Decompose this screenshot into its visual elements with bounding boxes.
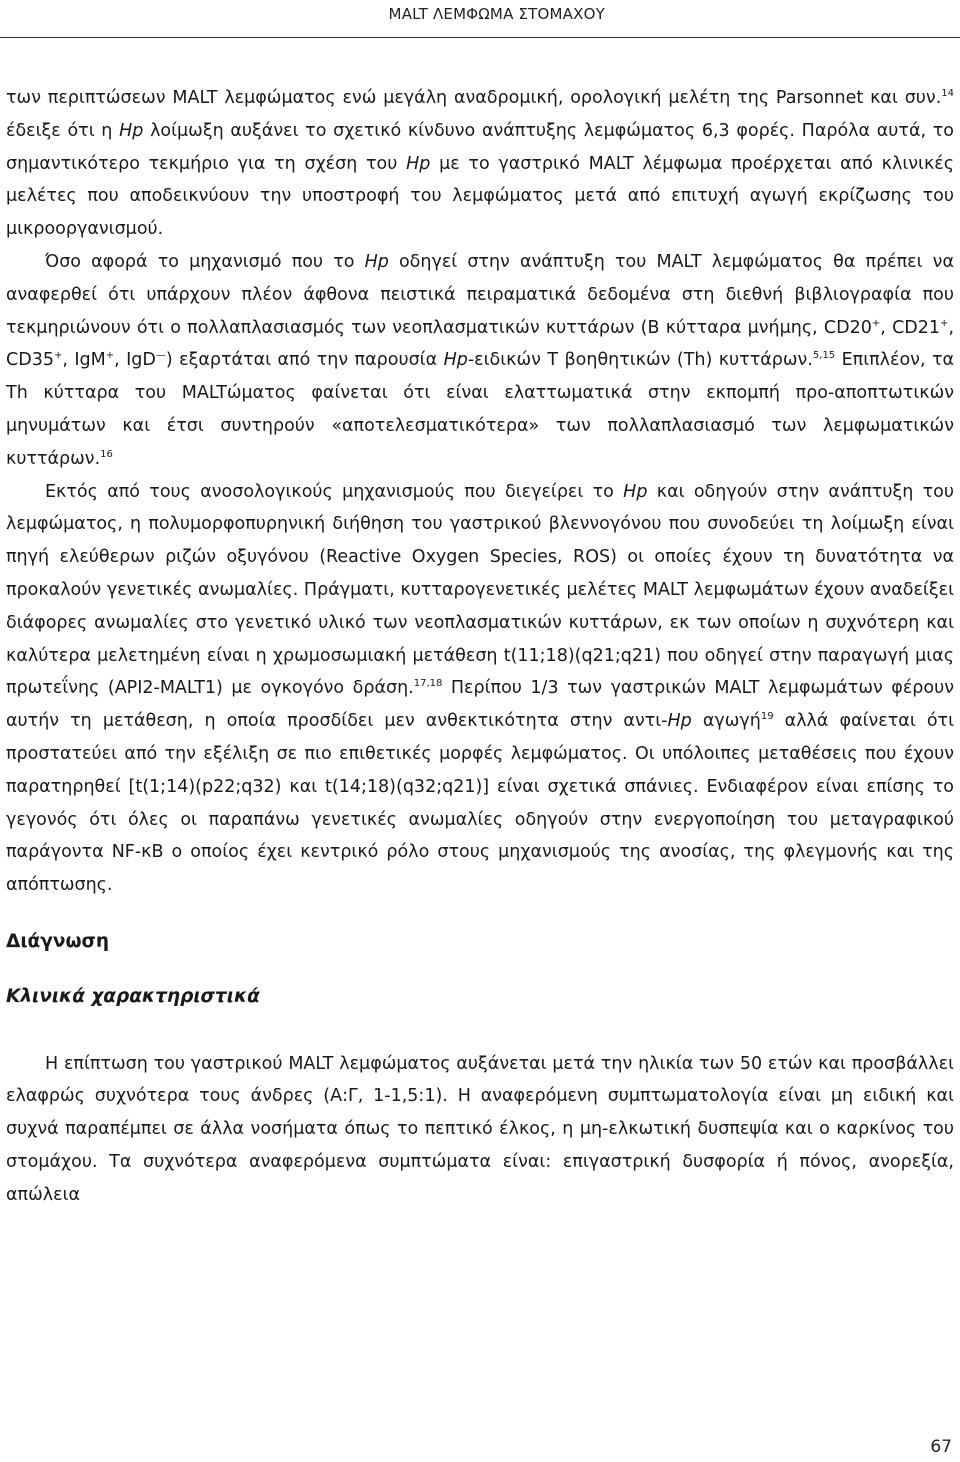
hp-term: Hp: [667, 711, 692, 732]
text-run: αλλά φαίνεται ότι προστατεύει από την εξέλιξη σε πιο επιθετικές μορφές λεμφώματος. Οι υπόλοιπες μεταθέσεις που έχουν παρατηρηθεί [t(1;14)(p22;q32) και t(14;18)(q32;q21)] είναι σχετικά σπάνιες. Ενδιαφέρον είναι επίσης το γεγονός ότι όλες οι παραπάνω γενετικές ανωμαλίες οδηγούν στην ενεργοποίηση του μεταγραφικού παράγοντα NF-κB ο οποίος έχει κεντρικό ρόλο στους μηχανισμούς της ανοσίας, της φλεγμονής και της απόπτωσης.: [6, 711, 954, 896]
superscript: +: [105, 350, 115, 362]
text-run: οδηγεί στην ανάπτυξη του MALT λεμφώματος θα πρέπει να αναφερθεί ότι υπάρχουν πλέον άφθονα πειστικά πειραματικά δεδομένα στη διεθνή βιβλιογραφία που τεκμηριώνουν ότι ο πολλαπλασιασμός των νεοπλασματικών κυττάρων (B κύτταρα μνήμης, CD20: [6, 251, 954, 338]
text-run: λοίμωξη αυξάνει το σχετικό κίνδυνο ανάπτυξης λεμφώματος 6,3 φορές. Παρόλα αυτά, το σημαντικότερο τεκμήριο για τη σχέση του: [6, 120, 954, 174]
sub-heading: Κλινικά χαρακτηριστικά: [6, 985, 260, 1007]
superscript: +: [871, 317, 881, 329]
running-header: [0, 0, 960, 38]
text-run: , IgM: [62, 350, 106, 371]
paragraph-3: [6, 476, 954, 902]
text-run: ) εξαρτάται από την παρουσία: [165, 350, 444, 371]
text-run: Όσο αφορά το μηχανισμό που το: [45, 251, 365, 272]
section-heading: Διάγνωση: [6, 930, 110, 952]
text-run: έδειξε ότι η: [6, 120, 120, 141]
text-run: Εκτός από τους ανοσολογικούς μηχανισμούς που διεγείρει το: [45, 481, 624, 502]
text-run: , CD35: [6, 317, 955, 371]
superscript: +: [53, 350, 63, 362]
paragraph-2: [6, 246, 954, 476]
paragraph-4: Η επίπτωση του γαστρικού MALT λεμφώματος αυξάνεται μετά την ηλικία των 50 ετών και προσβάλλει ελαφρώς συχνότερα τους άνδρες (Α:Γ, 1-1,5:1). Η αναφερόμενη συμπτωματολογία είναι μη ειδική και συχνά παραπέμπει σε άλλα νοσήματα όπως το πεπτικό έλκος, η μη-ελκωτική δυσπεψία και ο καρκίνος του στομάχου. Τα συχνότερα αναφερόμενα συμπτώματα είναι: επιγαστρική δυσφορία ή πόνος, ανορεξία, απώλεια: [6, 1053, 954, 1205]
paragraph-1: [6, 82, 954, 246]
text-run: , IgD: [114, 350, 156, 371]
citation: 5,15: [812, 350, 836, 362]
text-run: με το γαστρικό MALT λέμφωμα προέρχεται από κλινικές μελέτες που αποδεικνύουν την υποστροφή του λεμφώματος μετά από επιτυχή αγωγή εκρίζωσης του μικροοργανισμού.: [6, 153, 954, 240]
hp-term: Hp: [119, 120, 144, 141]
citation: 16: [100, 448, 113, 460]
superscript: +: [940, 317, 949, 329]
hp-term: Hp: [364, 251, 389, 272]
text-run: , CD21: [880, 317, 941, 338]
citation: 14: [941, 88, 954, 100]
running-title: MALT ΛΕΜΦΩΜΑ ΣΤΟΜΑΧΟΥ: [388, 5, 605, 23]
article-body: [6, 82, 954, 1212]
hp-term: Hp: [443, 350, 468, 371]
header-rule: [0, 37, 960, 38]
hp-term: Hp: [406, 153, 431, 174]
text-run: των περιπτώσεων MALT λεμφώματος ενώ μεγάλη αναδρομική, ορολογική μελέτη της Parsonnet και συν.: [6, 88, 942, 108]
citation: 17,18: [413, 678, 443, 690]
page-number: 67: [930, 1437, 952, 1457]
citation: 19: [760, 711, 774, 723]
superscript: —: [155, 350, 166, 362]
text-run: Επιπλέον, τα Th κύτταρα του MALTώματος φαίνεται ότι είναι ελαττωματικά στην εκπομπή προ-αποπτωτικών μηνυμάτων και έτσι συντηρούν «αποτελεσματικότερα» των πολλαπλασιασμό των λεμφωματικών κυττάρων.: [6, 350, 955, 469]
text-run: Περίπου 1/3 των γαστρικών MALT λεμφωμάτων φέρουν αυτήν τη μετάθεση, η οποία προσδίδει μεν ανθεκτικότητα στην αντι-: [6, 678, 955, 732]
text-run: και οδηγούν στην ανάπτυξη του λεμφώματος, η πολυμορφοπυρηνική διήθηση του γαστρικού βλεννογόνου που συνοδεύει τη λοίμωξη είναι πηγή ελεύθερων ριζών οξυγόνου (Reactive Oxygen Species, ROS) οι οποίες έχουν τη δυνατότητα να προκαλούν γενετικές ανωμαλίες. Πράγματι, κυτταρογενετικές μελέτες MALT λεμφωμάτων έχουν αναδείξει διάφορες ανωμαλίες στο γενετικό υλικό των νεοπλασματικών κυττάρων, εκ των οποίων η συχνότερη και καλύτερα μελετημένη είναι η χρωμοσωμιακή μετάθεση t(11;18)(q21;q21) που οδηγεί στην παραγωγή μιας πρωτεΐνης (API2-MALT1) με ογκογόνο δράση.: [6, 481, 954, 699]
text-run: αγωγή: [691, 711, 761, 732]
text-run: -ειδικών T βοηθητικών (Th) κυττάρων.: [467, 350, 813, 371]
hp-term: Hp: [623, 481, 648, 502]
